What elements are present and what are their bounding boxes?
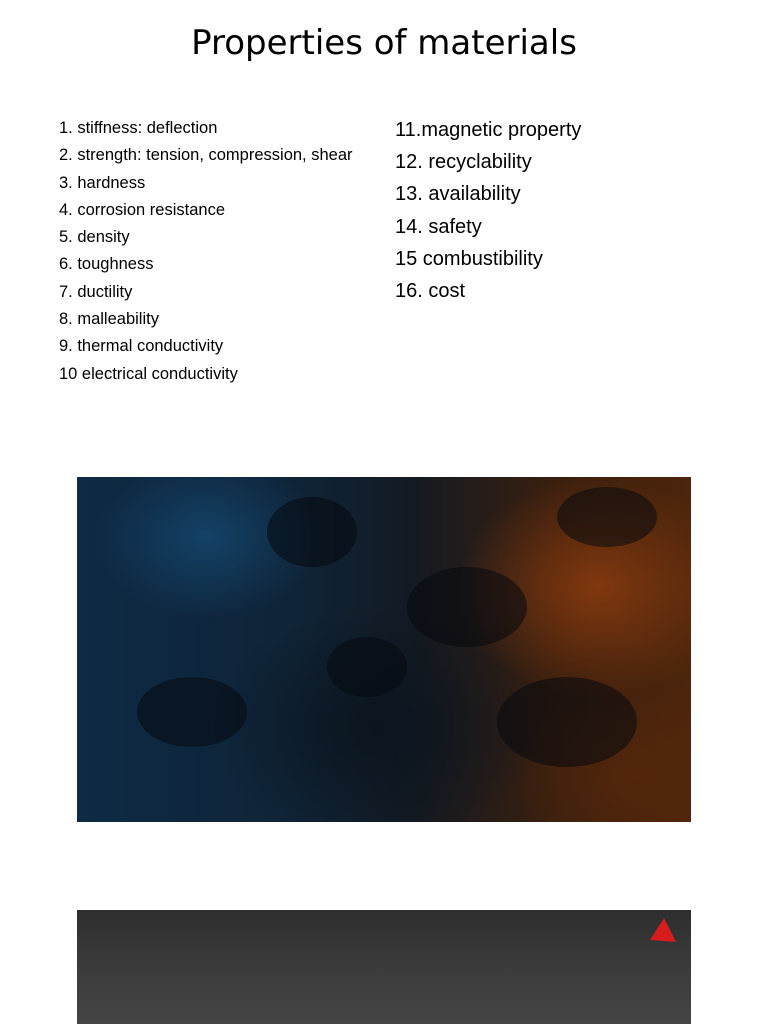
list-item: 15 combustibility bbox=[395, 247, 543, 270]
list-item: 10 electrical conductivity bbox=[59, 364, 238, 383]
texture-blot bbox=[497, 677, 637, 767]
property-list-right bbox=[395, 114, 735, 307]
red-triangle-shape bbox=[650, 918, 676, 942]
grey-slide-image bbox=[77, 910, 691, 1024]
texture-blot bbox=[327, 637, 407, 697]
texture-blot bbox=[137, 677, 247, 747]
list-item: 7. ductility bbox=[59, 282, 133, 301]
list-item: 3. hardness bbox=[59, 173, 146, 192]
list-item: 14. safety bbox=[395, 215, 482, 238]
texture-blot bbox=[557, 487, 657, 547]
list-item: 5. density bbox=[59, 228, 130, 247]
list-item: 13. availability bbox=[395, 183, 521, 206]
red-triangle-icon bbox=[650, 918, 676, 946]
list-item: 11.magnetic property bbox=[395, 119, 582, 141]
texture-slide-image bbox=[77, 477, 691, 822]
list-item: 12. recyclability bbox=[395, 151, 532, 174]
property-list-left bbox=[59, 115, 389, 388]
texture-blot bbox=[267, 497, 357, 567]
list-item: 9. thermal conductivity bbox=[59, 337, 224, 356]
list-item: 2. strength: tension, compression, shear bbox=[59, 146, 353, 165]
page-title: Properties of materials bbox=[191, 23, 577, 63]
list-item: 6. toughness bbox=[59, 255, 154, 274]
list-item: 16. cost bbox=[395, 280, 466, 303]
list-item: 4. corrosion resistance bbox=[59, 200, 225, 219]
list-item: 1. stiffness: deflection bbox=[59, 119, 218, 137]
list-item: 8. malleability bbox=[59, 310, 159, 329]
texture-blot bbox=[407, 567, 527, 647]
